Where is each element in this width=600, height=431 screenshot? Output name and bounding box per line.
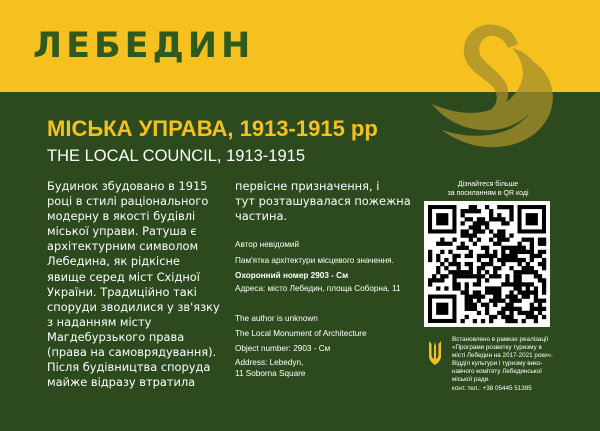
title-english: THE LOCAL COUNCIL, 1913-1915 bbox=[47, 147, 305, 165]
description-line: майже відразу втратила bbox=[47, 375, 196, 390]
description-line: тут розташувалася пожежна bbox=[235, 194, 411, 209]
description-line: явище серед міст Східної bbox=[47, 269, 200, 284]
address-en-line-2: 11 Soborna Square bbox=[235, 369, 306, 378]
monument-en: The Local Monument of Architecture bbox=[235, 329, 367, 338]
trident-emblem bbox=[427, 340, 443, 366]
address-ua: Адреса: місто Лебедин, площа Соборна, 11 bbox=[235, 284, 401, 293]
description-line: частина. bbox=[235, 209, 288, 224]
footer-line: навчого комітету Лебединської bbox=[452, 368, 542, 376]
description-column-1 bbox=[47, 179, 225, 390]
qr-code[interactable] bbox=[424, 201, 550, 327]
description-line: році в стилі раціонального bbox=[47, 194, 209, 209]
description-line: архітектурним символом bbox=[47, 239, 199, 254]
footer-line: місті Лебедин на 2017-2021 роки». bbox=[452, 352, 553, 360]
description-line: з наданням місту bbox=[47, 314, 152, 329]
address-en-line-1: Address: Lebedyn, bbox=[235, 358, 304, 367]
footer-note bbox=[452, 336, 572, 393]
description-line: Магдебурзького права bbox=[47, 329, 185, 344]
author-en: The author is unknown bbox=[235, 314, 318, 323]
description-line: первісне призначення, і bbox=[235, 179, 380, 193]
qr-caption-line: за посиланням в QR коді bbox=[447, 190, 529, 197]
description-line: Після будівництва споруда bbox=[47, 360, 211, 375]
description-line: України. Традиційно такі bbox=[47, 284, 197, 299]
number-ua: Охоронний номер 2903 - См bbox=[235, 271, 349, 280]
city-name: ЛЕБЕДИН bbox=[33, 26, 255, 66]
qr-caption bbox=[428, 180, 548, 198]
description-line: модерну в якості будівлі bbox=[47, 209, 196, 224]
footer-line: «Програми розвитку туризму в bbox=[452, 344, 542, 352]
description-line: міської управи. Ратуша є bbox=[47, 224, 197, 239]
footer-line: конт. тел.: +38 05445 51395 bbox=[452, 384, 532, 392]
description-line: Будинок збудовано в 1915 bbox=[47, 179, 208, 193]
number-en: Object number: 2903 - Cм bbox=[235, 344, 331, 353]
description-line: споруди зводилися у зв'язку bbox=[47, 299, 220, 314]
description-line: Лебедина, як рідкісне bbox=[47, 254, 180, 269]
footer-line: міської ради. bbox=[452, 376, 490, 384]
monument-ua: Пам'ятка архітектури місцевого значення. bbox=[235, 256, 394, 265]
title-ukrainian: МІСЬКА УПРАВА, 1913-1915 рр bbox=[47, 116, 378, 141]
description-column-2 bbox=[235, 179, 415, 224]
description-line: (права на самоврядування). bbox=[47, 345, 217, 360]
footer-line: Відділ культури і туризму вико- bbox=[452, 360, 543, 368]
swan-logo bbox=[410, 8, 560, 168]
qr-code-pattern bbox=[424, 201, 550, 327]
author-ua: Автор невідомий bbox=[235, 240, 300, 249]
footer-line: Встановлено в рамках реалізації bbox=[452, 336, 549, 343]
qr-caption-line: Дізнайтеся більше bbox=[457, 181, 519, 188]
